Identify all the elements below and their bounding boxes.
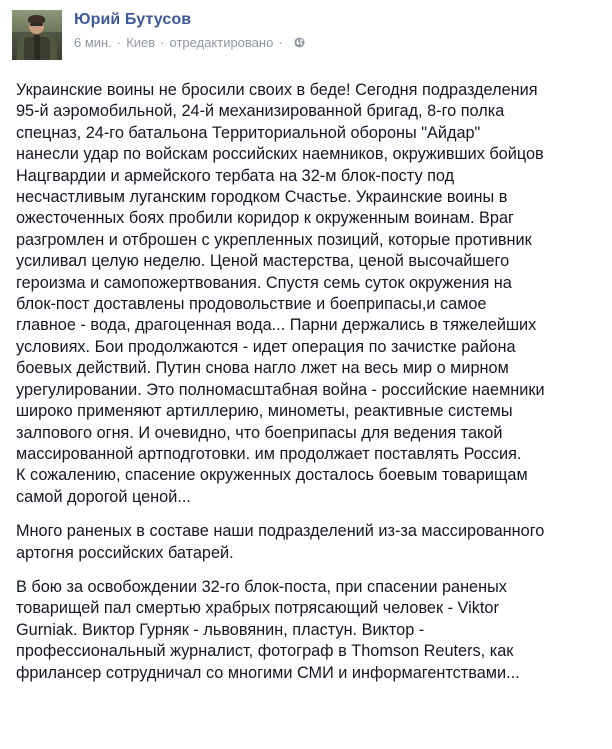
meta-separator: · xyxy=(160,35,165,50)
post-paragraph: Украинские воины не бросили своих в беде! Сегодня подразделения 95-й аэромобильной, 24-й механизированной бригад, 8-го полка спецназ, 24-го батальона Территориальной обороны "Айдар" нанесли удар по войскам российских наемников, окруживших бойцов Нацгвардии и армейского тербата на 32-м блок-посту под несчастливым луганским городком Счастье. Украинские воины в ожесточенных боях пробили коридор к окруженным воинам. Враг разгромлен и отброшен с укрепленных позиций, которые противник усиливал целую неделю. Ценой мастерства, ценой высочайшего героизма и самопожертвования. Спустя семь суток окружения на блок-пост доставлены продовольствие и боеприпасы,и самое главное - вода, драгоценная вода... Парни держались в тяжелейших условиях. Бои продолжаются - идет операция по зачистке района боевых действий. Путин снова нагло лжет на весь мир о мирном урегулировании. Это полномасштабная война - российские наемники широко применяют артиллерию, минометы, реактивные системы залпового огня. И очевидно, что боеприпасы для ведения такой массированной артподготовки. им продолжает поставлять Россия. К сожалению, спасение окруженных досталось боевым товарищам самой дорогой ценой... xyxy=(16,81,545,506)
post-body xyxy=(16,80,606,697)
meta-separator: · xyxy=(278,35,283,50)
post-paragraph: Много раненых в составе наши подразделений из-за массированного артогня российских батарей. xyxy=(16,522,545,562)
post-paragraph: В бою за освобождении 32-го блок-поста, при спасении раненых товарищей пал смертью храбрых потрясающий человек - Viktor Gurniak. Виктор Гурняк - львовянин, пластун. Виктор - профессиональный журналист, фотограф в Thomson Reuters, как фрилансер сотрудничал со многими СМИ и информагентствами... xyxy=(16,577,520,682)
author-avatar[interactable] xyxy=(12,10,62,60)
meta-separator: · xyxy=(116,35,122,50)
post-location-link[interactable]: Киев xyxy=(126,35,156,50)
author-name-link[interactable]: Юрий Бутусов xyxy=(74,11,192,28)
globe-icon[interactable] xyxy=(294,37,305,48)
post-meta xyxy=(74,35,305,50)
edited-link[interactable]: отредактировано xyxy=(169,35,274,50)
post-timestamp-link[interactable]: 6 мин. xyxy=(74,35,112,50)
post-header xyxy=(12,10,602,60)
